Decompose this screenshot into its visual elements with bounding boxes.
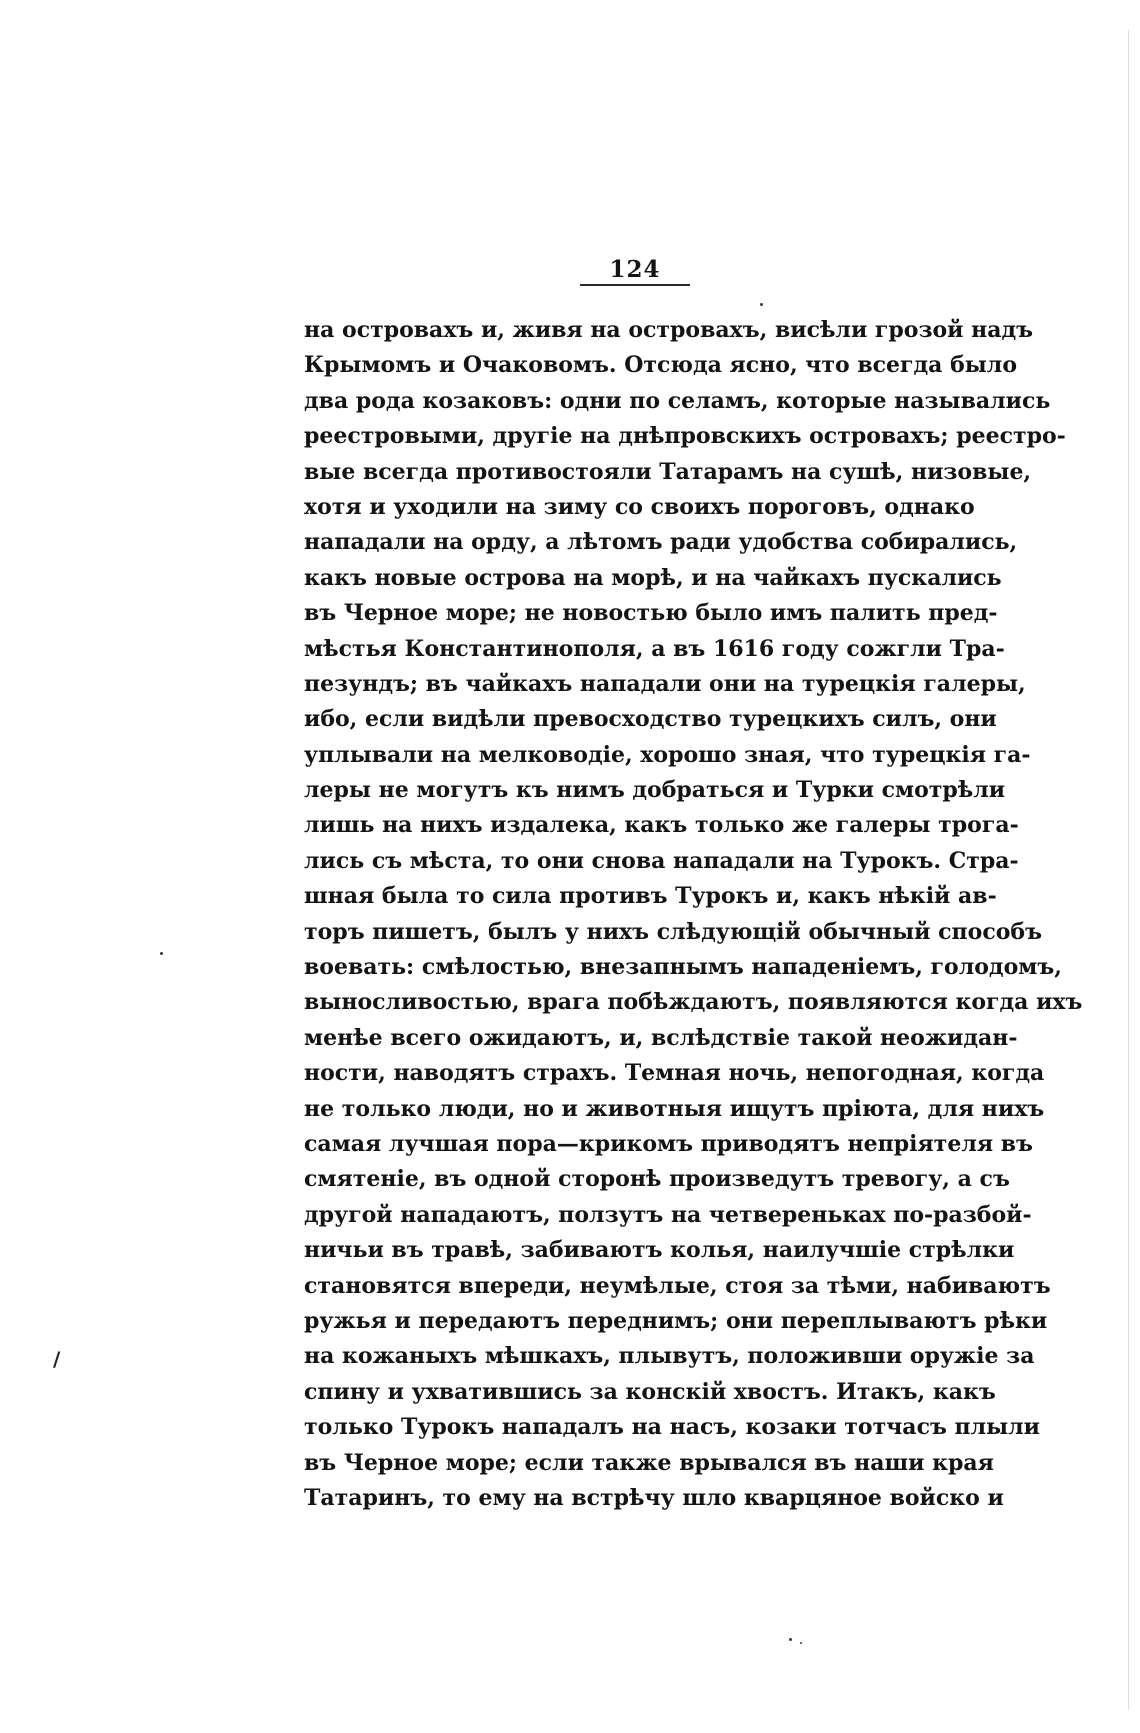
- text-line: два рода козаковъ: одни по селамъ, которые назывались: [304, 387, 1051, 414]
- text-line: ничьи въ травѣ, забиваютъ колья, наилучшіе стрѣлки: [304, 1237, 1015, 1264]
- text-line: смятеніе, въ одной сторонѣ произведутъ тревогу, а съ: [304, 1166, 1010, 1193]
- text-line: Крымомъ и Очаковомъ. Отсюда ясно, что всегда было: [304, 352, 1017, 379]
- text-line: леры не могутъ къ нимъ добраться и Турки смотрѣли: [304, 777, 1006, 804]
- scan-speck: [789, 1638, 792, 1641]
- text-line: спину и ухватившись за конскій хвостъ. Итакъ, какъ: [304, 1378, 996, 1405]
- text-line: воевать: смѣлостью, внезапнымъ нападеніемъ, голодомъ,: [304, 954, 1062, 981]
- text-line: торъ пишетъ, былъ у нихъ слѣдующій обычный способъ: [304, 918, 1042, 945]
- text-line: становятся впереди, неумѣлые, стоя за тѣми, набиваютъ: [304, 1272, 1051, 1299]
- text-line: пезундъ; въ чайкахъ нападали они на турецкія галеры,: [304, 670, 1026, 697]
- text-line: другой нападаютъ, ползутъ на четвереньках по-разбой-: [304, 1201, 1032, 1228]
- text-line: самая лучшая пора—крикомъ приводятъ непріятеля въ: [304, 1130, 1033, 1157]
- text-line: не только люди, но и животныя ищутъ пріюта, для нихъ: [304, 1095, 1045, 1122]
- page-number: 124: [609, 256, 661, 283]
- text-line: въ Черное море; не новостью было имъ палить пред-: [304, 600, 998, 627]
- text-line: хотя и уходили на зиму со своихъ пороговъ, однако: [304, 493, 975, 520]
- text-line: только Турокъ нападалъ на насъ, козаки тотчасъ плыли: [304, 1414, 1040, 1441]
- scan-speck: [160, 952, 163, 955]
- text-line: уплывали на мелководіе, хорошо зная, что турецкія га-: [304, 741, 1031, 768]
- text-line: на кожаныхъ мѣшкахъ, плывутъ, положивши оружіе за: [304, 1343, 1035, 1370]
- text-line: нападали на орду, а лѣтомъ ради удобства собирались,: [304, 529, 1018, 556]
- scan-speck: [800, 1642, 802, 1644]
- text-line: шная была то сила противъ Турокъ и, какъ нѣкій ав-: [304, 883, 997, 910]
- scan-speck: [760, 303, 763, 306]
- text-line: лишь на нихъ издалека, какъ только же галеры трога-: [304, 812, 1019, 839]
- margin-mark: /: [53, 1347, 61, 1371]
- text-line: ружья и передаютъ переднимъ; они переплываютъ рѣки: [304, 1307, 1048, 1334]
- scan-edge-line: [1128, 30, 1129, 1710]
- text-line: ибо, если видѣли превосходство турецкихъ силъ, они: [304, 706, 997, 733]
- text-line: въ Черное море; если также врывался въ наши края: [304, 1449, 994, 1476]
- text-line: менѣе всего ожидаютъ, и, вслѣдствіе такой неожидан-: [304, 1024, 1018, 1051]
- page-number-rule: [580, 284, 690, 286]
- text-line: Татаринъ, то ему на встрѣчу шло кварцяное войско и: [304, 1484, 1004, 1511]
- text-line: на островахъ и, живя на островахъ, висѣли грозой надъ: [304, 317, 1034, 343]
- text-line: вые всегда противостояли Татарамъ на сушѣ, низовые,: [304, 458, 1032, 485]
- text-line: мѣстья Константинополя, а въ 1616 году сожгли Тра-: [304, 635, 1005, 662]
- text-line: какъ новые острова на морѣ, и на чайкахъ пускались: [304, 564, 1002, 591]
- text-line: выносливостью, врага побѣждаютъ, появляются когда ихъ: [304, 989, 1083, 1016]
- text-line: ности, наводятъ страхъ. Темная ночь, непогодная, когда: [304, 1060, 1045, 1087]
- text-line: реестровыми, другіе на днѣпровскихъ островахъ; реестро-: [304, 423, 1066, 450]
- body-text: [304, 313, 1083, 1516]
- text-line: лись съ мѣста, то они снова нападали на Турокъ. Стра-: [304, 847, 1019, 874]
